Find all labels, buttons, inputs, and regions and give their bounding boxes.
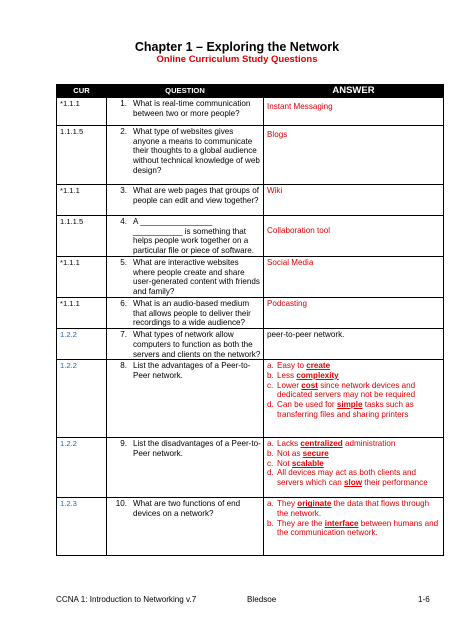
- question-number: 6.: [120, 299, 127, 308]
- answer-text: Instant Messaging: [267, 102, 333, 111]
- answer-cell: [264, 126, 444, 185]
- cur-ref: 1.1.1.5: [57, 216, 107, 257]
- answer-text: peer-to-peer network.: [267, 330, 345, 340]
- question-text: List the disadvantages of a Peer-to-Peer network.: [133, 439, 261, 458]
- cur-ref: 1.1.1.5: [57, 126, 107, 185]
- question-cell: [107, 329, 264, 360]
- question-cell: [107, 360, 264, 438]
- cur-ref: 1.2.2: [57, 360, 107, 438]
- answer-text: Social Media: [267, 258, 314, 267]
- cur-ref: *1.1.1: [57, 298, 107, 329]
- answer-cell: [264, 329, 444, 360]
- study-questions-table: [56, 84, 444, 556]
- question-number: 1.: [120, 99, 127, 108]
- table-row: [57, 329, 444, 360]
- answer-keyword: simple: [336, 400, 363, 410]
- answer-cell: [264, 185, 444, 216]
- answer-keyword: cost: [301, 380, 318, 390]
- answer-cell: [264, 216, 444, 257]
- page-title: Chapter 1 – Exploring the Network: [134, 40, 340, 54]
- table-row: [57, 126, 444, 185]
- answer-item: b. They are the interface between humans and the communication network.: [267, 518, 439, 538]
- footer-author: Bledsoe: [247, 595, 277, 604]
- question-text: What is an audio-based medium that allows people to deliver their recordings to a wide audience?: [133, 299, 251, 328]
- question-cell: [107, 185, 264, 216]
- answer-list: [267, 439, 441, 488]
- answer-item: a. Lacks centralized administration: [267, 439, 396, 449]
- answer-keyword: interface: [324, 518, 359, 528]
- table-row: [57, 298, 444, 329]
- answer-cell: [264, 438, 444, 498]
- question-cell: [107, 498, 264, 556]
- table-row: [57, 498, 444, 556]
- answer-cell: [264, 257, 444, 298]
- cur-ref: 1.2.3: [57, 498, 107, 556]
- answer-item: b. Not as secure: [267, 448, 329, 458]
- question-text: What is real-time communication between two or more people?: [133, 99, 251, 118]
- question-text: A ________________ ___________ is something that helps people work together on a particular file or piece of software.: [133, 217, 255, 256]
- answer-text: Collaboration tool: [267, 226, 330, 235]
- page-subtitle: Online Curriculum Study Questions: [156, 54, 318, 65]
- question-number: 8.: [120, 361, 127, 371]
- table-row: [57, 98, 444, 126]
- answer-item: c. Lower cost since network devices and dedicated servers may not be required: [267, 380, 416, 400]
- answer-item: d. Can be used for simple tasks such as transferring files and sharing printers: [267, 400, 414, 419]
- question-number: 3.: [120, 186, 127, 195]
- answer-item: d. All devices may act as both clients and servers which can slow their performance: [267, 468, 428, 488]
- header-question: QUESTION: [107, 85, 264, 98]
- answer-list: [267, 499, 441, 538]
- table-row: [57, 257, 444, 298]
- answer-keyword: complexity: [296, 370, 339, 380]
- question-cell: [107, 438, 264, 498]
- answer-item: b. Less complexity: [267, 370, 339, 380]
- question-cell: [107, 298, 264, 329]
- question-number: 2.: [120, 127, 127, 136]
- cur-ref: *1.1.1: [57, 257, 107, 298]
- answer-keyword: create: [306, 361, 331, 371]
- question-cell: [107, 257, 264, 298]
- cur-ref: 1.2.2: [57, 329, 107, 360]
- cur-ref: *1.1.1: [57, 98, 107, 126]
- answer-item: a. Easy to create: [267, 361, 331, 371]
- footer-page-number: 1-6: [418, 595, 430, 604]
- answer-text: Wiki: [267, 186, 283, 195]
- table-row: [57, 185, 444, 216]
- question-text: What are web pages that groups of people can edit and view together?: [133, 186, 259, 205]
- answer-list: [267, 361, 441, 419]
- table-row: [57, 438, 444, 498]
- cur-ref: 1.2.2: [57, 438, 107, 498]
- answer-item: a. They originate the data that flows through the network.: [267, 499, 430, 518]
- question-text: What types of network allow computers to function as both the servers and clients on the network?: [133, 330, 261, 359]
- answer-keyword: centralized: [300, 439, 343, 449]
- question-number: 9.: [120, 439, 127, 449]
- answer-keyword: secure: [302, 448, 329, 458]
- answer-cell: [264, 360, 444, 438]
- question-text: List the advantages of a Peer-to-Peer network.: [133, 361, 251, 380]
- question-number: 5.: [120, 258, 127, 267]
- answer-cell: [264, 98, 444, 126]
- question-cell: [107, 126, 264, 185]
- question-number: 7.: [120, 330, 127, 340]
- question-text: What are two functions of end devices on a network?: [133, 499, 241, 518]
- question-cell: [107, 216, 264, 257]
- answer-text: Podcasting: [267, 299, 308, 308]
- footer-course: CCNA 1: Introduction to Networking v.7: [56, 595, 197, 604]
- table-row: [57, 360, 444, 438]
- header-answer: ANSWER: [264, 85, 444, 98]
- table-row: [57, 216, 444, 257]
- answer-item: c. Not scalable: [267, 458, 324, 468]
- header-cur: CUR: [57, 85, 107, 98]
- question-text: What type of websites gives anyone a means to communicate their thoughts to a global audience without technical knowledge of web design?: [133, 127, 260, 175]
- answer-text: Blogs: [267, 130, 288, 139]
- cur-ref: *1.1.1: [57, 185, 107, 216]
- question-number: 10.: [115, 499, 127, 509]
- question-cell: [107, 98, 264, 126]
- question-number: 4.: [120, 217, 127, 226]
- answer-cell: [264, 298, 444, 329]
- answer-keyword: scalable: [291, 458, 324, 468]
- answer-keyword: slow: [344, 478, 363, 488]
- answer-cell: [264, 498, 444, 556]
- table-header-row: [57, 85, 444, 98]
- answer-keyword: originate: [297, 499, 332, 509]
- question-text: What are interactive websites where people create and share user-generated content with friends and family?: [133, 258, 260, 297]
